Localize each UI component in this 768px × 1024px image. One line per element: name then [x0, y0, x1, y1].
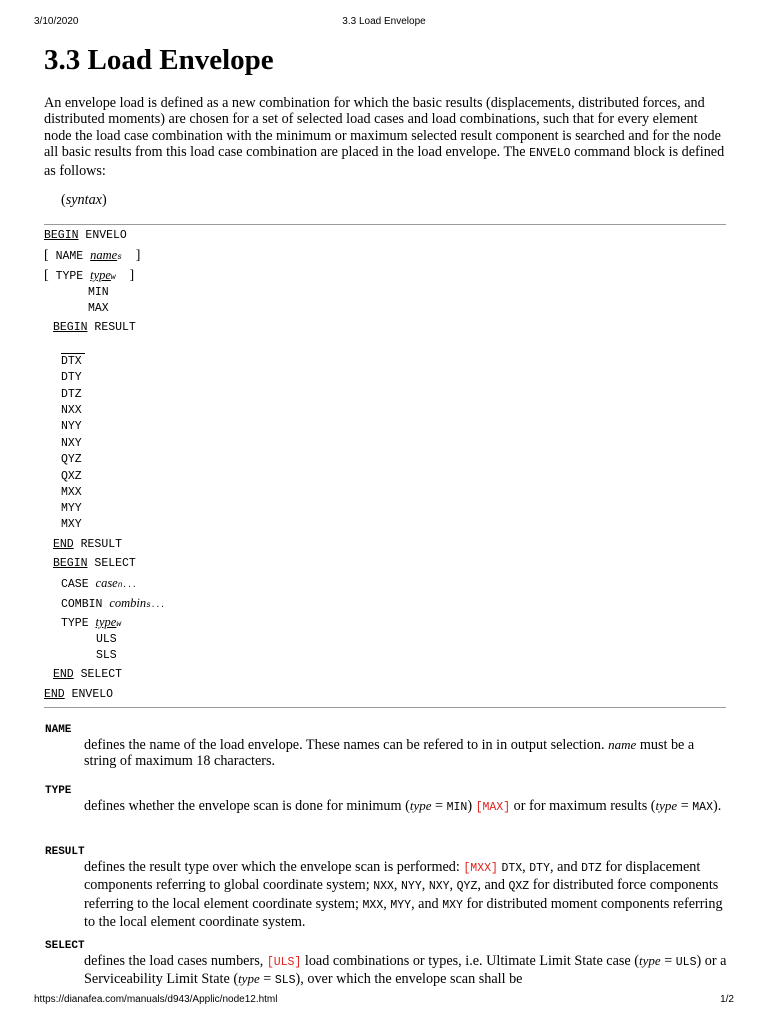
code-end-result: END RESULT	[53, 538, 123, 551]
page-header	[34, 16, 734, 30]
code-select-type-line: TYPE typew	[61, 615, 122, 630]
page-footer	[34, 994, 734, 1008]
code-combin-line: COMBIN combins...	[61, 596, 166, 611]
code-result-item: NXX	[61, 404, 82, 417]
code-result-item: DTZ	[61, 388, 82, 401]
term-select: SELECT	[45, 940, 85, 952]
default-mxx: [MXX]	[463, 862, 498, 875]
divider-top	[44, 224, 726, 225]
definition-result: defines the result type over which the envelope scan is performed: [MXX] DTX, DTY, and DTZ for displacement components referring to global coordinate system; NXX, NYY, NXY, QYZ, and QXZ for distributed force components referring to the local element coordinate system; MXX, MYY, and MXY for distributed moment components referring to the local element coordinate system.	[84, 859, 723, 931]
code-result-item: MXX	[61, 486, 82, 499]
default-uls: [ULS]	[266, 956, 302, 969]
definition-select: defines the load cases numbers, [ULS] load combinations or types, i.e. Ultimate Limit State case (type = ULS) or a Serviceability Limit State (type = SLS), over which the envelope scan shall be	[84, 953, 727, 988]
term-result: RESULT	[45, 846, 85, 858]
code-result-item: MYY	[61, 502, 82, 515]
code-sls: SLS	[96, 649, 117, 662]
code-result-item: NYY	[61, 420, 82, 433]
code-end-envelo: END ENVELO	[44, 688, 114, 701]
code-case-line: CASE casen...	[61, 576, 137, 591]
term-name: NAME	[45, 724, 72, 736]
intro-paragraph	[44, 95, 726, 179]
code-begin-result: BEGIN RESULT	[53, 321, 136, 334]
code-begin-envelo: BEGIN ENVELO	[44, 229, 127, 242]
page-number: 1/2	[720, 994, 734, 1005]
code-result-item: DTX	[61, 355, 82, 368]
code-min: MIN	[88, 286, 109, 299]
definition-name: defines the name of the load envelope. These names can be refered to in in output selection. name must be a string of maximum 18 characters.	[84, 737, 695, 770]
code-uls: ULS	[96, 633, 117, 646]
envelo-keyword: ENVELO	[529, 147, 571, 161]
code-end-select: END SELECT	[53, 668, 123, 681]
definition-type: defines whether the envelope scan is done for minimum (type = MIN) [MAX] or for maximum results (type = MAX).	[84, 798, 722, 814]
code-name-line: [ NAME names ]	[44, 248, 141, 263]
code-type-line: [ TYPE typew ]	[44, 268, 135, 283]
code-result-item: MXY	[61, 518, 82, 531]
code-result-item: QXZ	[61, 470, 82, 483]
intro-text-end: command block is defined as follows:	[44, 144, 725, 179]
divider-bottom	[44, 707, 726, 708]
code-begin-select: BEGIN SELECT	[53, 557, 136, 570]
source-url: https://dianafea.com/manuals/d943/Applic/node12.html	[34, 994, 278, 1005]
default-max: [MAX]	[475, 801, 511, 814]
code-result-item: NXY	[61, 437, 82, 450]
print-date: 3/10/2020	[34, 16, 79, 27]
code-result-item: QYZ	[61, 453, 82, 466]
code-result-item: DTY	[61, 371, 82, 384]
term-type: TYPE	[45, 785, 72, 797]
intro-text: An envelope load is defined as a new combination for which the basic results (displacements, distributed forces, and distributed moments) are chosen for a set of selected load cases and load combinations, such that for every element node the load case combination with the minimum or maximum selected result component is searched and for the node all basic results from this load case combination are placed in the load envelope. The	[44, 95, 721, 161]
code-max: MAX	[88, 302, 109, 315]
syntax-label: (syntax)	[61, 192, 107, 208]
page-title: 3.3 Load Envelope	[44, 44, 274, 76]
print-title: 3.3 Load Envelope	[342, 16, 426, 27]
result-overline	[61, 353, 85, 354]
